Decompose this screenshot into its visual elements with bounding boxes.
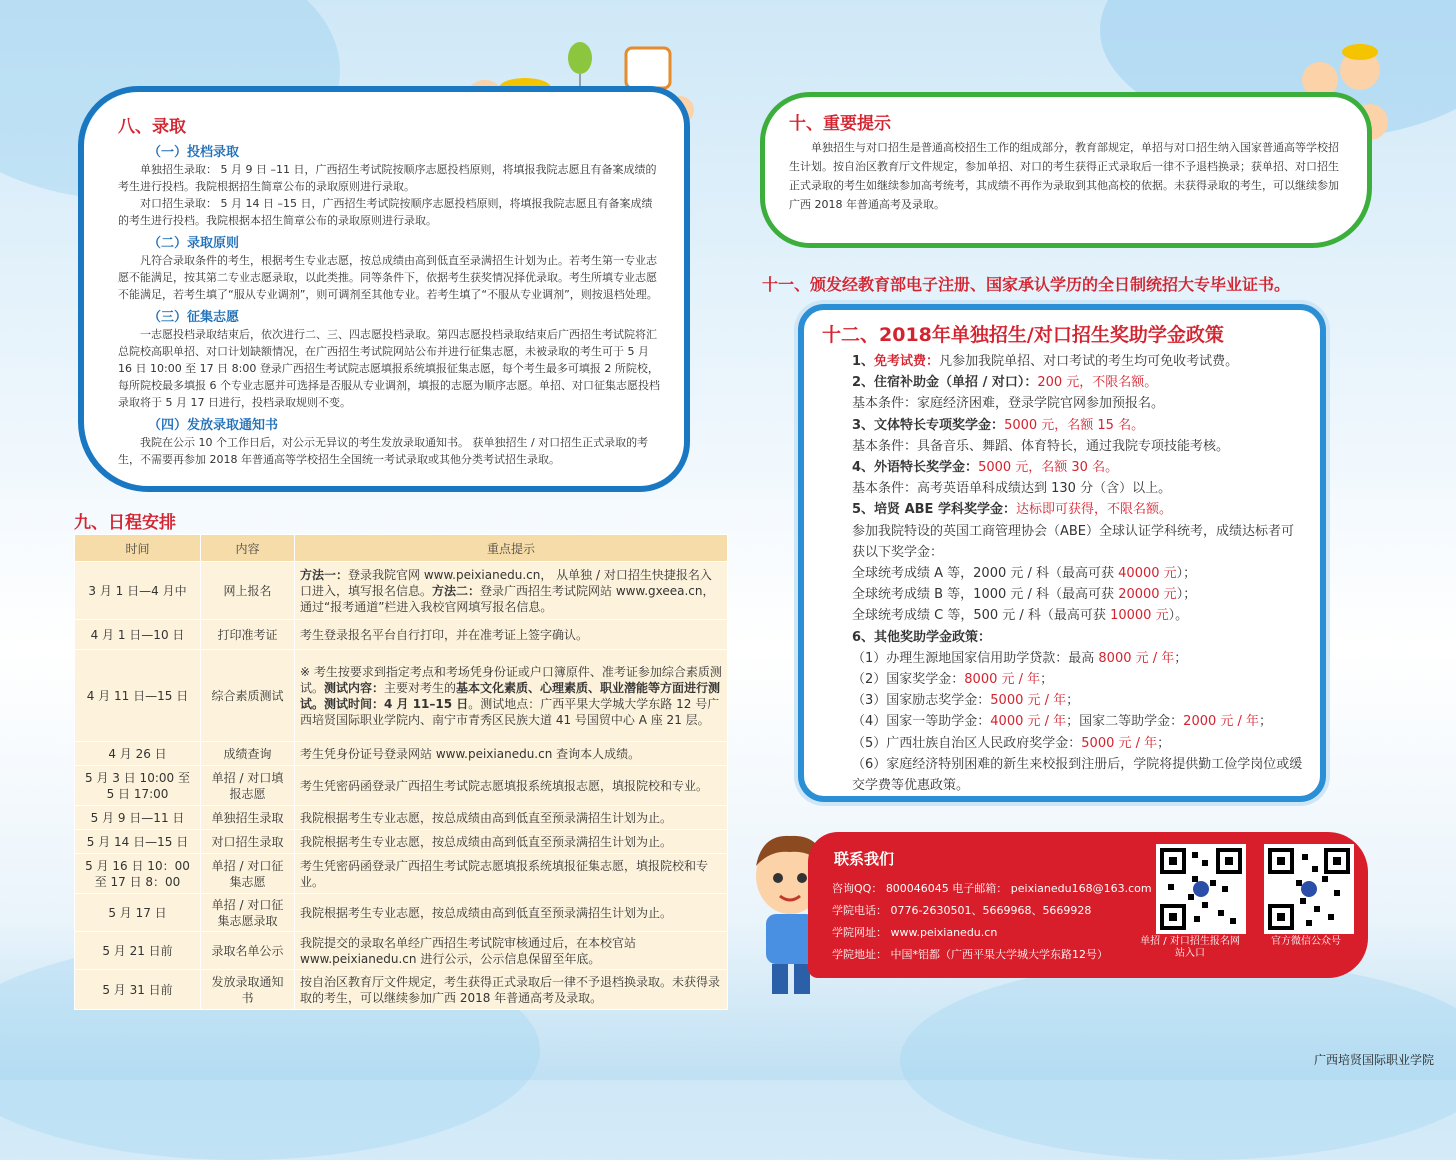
item-text: （2）国家奖学金： bbox=[852, 672, 965, 688]
item-text: ）； bbox=[1176, 587, 1197, 603]
policy-line bbox=[822, 690, 1304, 711]
item-text: （3）国家励志奖学金： bbox=[852, 693, 991, 709]
content-cell: 单独招生录取 bbox=[201, 806, 295, 830]
contact-title: 联系我们 bbox=[834, 850, 895, 868]
note-cell: 按自治区教育厅文件规定，考生获得正式录取后一律不予退档换录取。未获得录取的考生，可以继续参加广西 2018 年普通高考及录取。 bbox=[295, 970, 728, 1010]
note-cell: 考生登录报名平台自行打印，并在准考证上签字确认。 bbox=[295, 620, 728, 650]
qr-code-wechat[interactable] bbox=[1264, 844, 1354, 934]
table-row bbox=[75, 620, 728, 650]
item-text: （1）办理生源地国家信用助学贷款：最高 bbox=[852, 650, 1099, 666]
time-cell: 5 月 14 日—15 日 bbox=[75, 830, 201, 854]
amount-text: 5000 元 / 年 bbox=[990, 693, 1067, 709]
section-title: 十、重要提示 bbox=[789, 114, 891, 134]
content-cell: 录取名单公示 bbox=[201, 932, 295, 970]
subheading: （一）投档录取 bbox=[148, 145, 240, 160]
note-text: 登录我院官网 www.peixianedu.cn， 从单独 / 对口招生快捷报名入口进入，填写报名信息。 bbox=[300, 567, 712, 598]
bold-text: 基本文化素质、心理素质、职业潜能等方面进行测试。测试时间：4 月 11–15 日 bbox=[300, 680, 721, 711]
item-label: 培贤 ABE 学科奖学金： bbox=[874, 502, 1016, 518]
content-cell: 成绩查询 bbox=[201, 742, 295, 766]
column-header: 时间 bbox=[75, 535, 201, 562]
policy-line bbox=[822, 711, 1304, 732]
diploma-statement: 十一、颁发经教育部电子注册、国家承认学历的全日制统招大专毕业证书。 bbox=[762, 275, 1291, 294]
qr-code-registration[interactable] bbox=[1156, 844, 1246, 934]
policy-line: 基本条件：家庭经济困难，登录学院官网参加预报名。 bbox=[852, 396, 1165, 412]
item-text: ； bbox=[1259, 714, 1273, 730]
note-cell: 考生凭密码函登录广西招生考试院志愿填报系统填报征集志愿，填报院校和专业。 bbox=[295, 854, 728, 894]
content-cell: 综合素质测试 bbox=[201, 650, 295, 742]
bold-text: 测试内容： bbox=[324, 680, 385, 695]
policy-line: 基本条件：高考英语单科成绩达到 130 分（含）以上。 bbox=[852, 481, 1172, 497]
item-text: ）； bbox=[1176, 566, 1197, 582]
policy-line bbox=[822, 669, 1304, 690]
time-cell: 5 月 21 日前 bbox=[75, 932, 201, 970]
table-row bbox=[75, 562, 728, 620]
amount-text: 10000 元 bbox=[1110, 608, 1169, 624]
item-label: 其他奖助学金政策： bbox=[874, 629, 992, 645]
contact-phone: 学院电话： 0776-2630501、5669968、5669928 bbox=[832, 904, 1092, 917]
policy-line bbox=[822, 457, 1304, 478]
policy-line bbox=[822, 733, 1304, 754]
admission-section bbox=[78, 86, 690, 492]
footer-school-name: 广西培贤国际职业学院 bbox=[1313, 1053, 1434, 1067]
column-header: 内容 bbox=[201, 535, 295, 562]
paragraph: 一志愿投档录取结束后，依次进行二、三、四志愿投档录取。第四志愿投档录取结束后广西招生考试院将汇总院校高职单招、对口计划缺额情况，在广西招生考试院网站公布并进行征集志愿，未被录取的考生可于 5 月 16 日 10:00 至 17 日 8:00 登录广西招生考试院志愿填报系统填报征集志愿，每个考生最多可填报 2 所院校，每所院校最多填报 6 个专业志愿并可选择是否服从专业调剂，填报的志愿为顺序志愿。单招、对口征集志愿投档录取将于 5 月 17 日进行，投档录取规则不变。 bbox=[118, 328, 660, 409]
time-cell: 5 月 9 日—11 日 bbox=[75, 806, 201, 830]
policy-line bbox=[822, 563, 1304, 584]
note-cell bbox=[295, 562, 728, 620]
qr-caption: 官方微信公众号 bbox=[1271, 936, 1341, 947]
item-number: 5、 bbox=[852, 502, 875, 518]
item-text: ； bbox=[1040, 672, 1054, 688]
amount-text: 5000 元 / 年 bbox=[1081, 735, 1158, 751]
section-title: 十二、2018年单独招生/对口招生奖助学金政策 bbox=[822, 324, 1224, 346]
amount-text: 2000 元 / 年 bbox=[1183, 714, 1260, 730]
qr-code-icon bbox=[1266, 846, 1352, 932]
table-row bbox=[75, 766, 728, 806]
time-cell: 5 月 31 日前 bbox=[75, 970, 201, 1010]
content-cell: 发放录取通知书 bbox=[201, 970, 295, 1010]
policy-line bbox=[822, 351, 1304, 372]
paragraph: 对口招生录取： 5 月 14 日 –15 日，广西招生考试院按顺序志愿投档原则，将填报我院志愿且有备案成绩的考生进行投档。我院根据本招生简章公布的录取原则进行录取。 bbox=[118, 197, 653, 227]
note-cell: 我院根据考生专业志愿，按总成绩由高到低直至预录满招生计划为止。 bbox=[295, 830, 728, 854]
time-cell: 5 月 3 日 10:00 至 5 日 17:00 bbox=[75, 766, 201, 806]
note-cell: 考生凭身份证号登录网站 www.peixianedu.cn 查询本人成绩。 bbox=[295, 742, 728, 766]
note-text: 。测试地点：广西平果大学城大学东路 12 号广西培贤国际职业学院内、南宁市青秀区民族大道 41 号国贸中心 A 座 21 层。 bbox=[300, 696, 720, 727]
item-text: （4）国家一等助学金： bbox=[852, 714, 991, 730]
policy-line bbox=[822, 415, 1304, 436]
table-row bbox=[75, 742, 728, 766]
amount-text: 20000 元 bbox=[1118, 587, 1177, 603]
content-cell: 网上报名 bbox=[201, 562, 295, 620]
policy-line bbox=[822, 499, 1304, 520]
schedule-table bbox=[74, 534, 728, 1010]
amount-text: 8000 元 / 年 bbox=[964, 672, 1041, 688]
paragraph: 单独招生录取： 5 月 9 日 –11 日，广西招生考试院按顺序志愿投档原则，将填报我院志愿且有备案成绩的考生进行投档。我院根据招生简章公布的录取原则进行录取。 bbox=[118, 163, 657, 193]
policy-line bbox=[822, 372, 1304, 393]
time-cell: 5 月 16 日 10：00 至 17 日 8：00 bbox=[75, 854, 201, 894]
note-text: 主要对考生的 bbox=[384, 680, 457, 695]
content-cell: 单招 / 对口征集志愿录取 bbox=[201, 894, 295, 932]
amount-text: 5000 元，名额 30 名。 bbox=[978, 460, 1119, 476]
item-label: 外语特长奖学金： bbox=[874, 460, 979, 476]
item-text: 全球统考成绩 B 等，1000 元 / 科（最高可获 bbox=[852, 587, 1119, 603]
time-cell: 3 月 1 日—4 月中 bbox=[75, 562, 201, 620]
paragraph: 单独招生与对口招生是普通高校招生工作的组成部分，教育部规定，单招与对口招生纳入国家普通高等学校招生计划。按自治区教育厅文件规定，参加单招、对口的考生获得正式录取后一律不予退档换录；获单招、对口招生正式录取的考生如继续参加高考统考，其成绩不再作为录取到其他高校的依据。未获得录取的考生，可以继续参加广西 2018 年普通高考及录取。 bbox=[789, 141, 1339, 211]
item-text: 全球统考成绩 A 等，2000 元 / 科（最高可获 bbox=[852, 566, 1119, 582]
amount-text: 达标即可获得，不限名额。 bbox=[1015, 502, 1172, 518]
table-row bbox=[75, 830, 728, 854]
contact-panel bbox=[808, 832, 1368, 978]
table-row bbox=[75, 894, 728, 932]
contact-qq-email: 咨询QQ： 800046045 电子邮箱： peixianedu168@163.com bbox=[832, 882, 1152, 895]
amount-text: 4000 元 / 年 bbox=[990, 714, 1067, 730]
paragraph: 凡符合录取条件的考生，根据考生专业志愿，按总成绩由高到低直至录满招生计划为止。若考生第一专业志愿不能满足，按其第二专业志愿录取，以此类推。同等条件下，依据考生获奖情况择优录取。考生所填专业志愿不能满足，若考生填了“服从专业调剂”，则可调剂至其他专业。若考生填了“不服从专业调剂”，则按退档处理。 bbox=[118, 254, 658, 301]
item-number: 3、 bbox=[852, 417, 875, 433]
column-header: 重点提示 bbox=[295, 535, 728, 562]
note-cell: 我院提交的录取名单经广西招生考试院审核通过后，在本校官站 www.peixianedu.cn 进行公示，公示信息保留至年底。 bbox=[295, 932, 728, 970]
qr-code-icon bbox=[1158, 846, 1244, 932]
note-cell: 我院根据考生专业志愿，按总成绩由高到低直至预录满招生计划为止。 bbox=[295, 894, 728, 932]
content-cell: 对口招生录取 bbox=[201, 830, 295, 854]
note-cell: 我院根据考生专业志愿，按总成绩由高到低直至预录满招生计划为止。 bbox=[295, 806, 728, 830]
note-text: ※ 考生按要求到指定考点和考场凭身份证或户口簿原件、准考证参加综合素质测试。 bbox=[300, 664, 722, 695]
policy-line bbox=[822, 648, 1304, 669]
item-label: 文体特长专项奖学金： bbox=[874, 417, 1005, 433]
section-title: 八、录取 bbox=[118, 117, 186, 137]
amount-text: 40000 元 bbox=[1118, 566, 1177, 582]
table-header-row bbox=[75, 535, 728, 562]
table-row bbox=[75, 806, 728, 830]
time-cell: 4 月 26 日 bbox=[75, 742, 201, 766]
content-cell: 单招 / 对口填报志愿 bbox=[201, 766, 295, 806]
bold-text: 方法一： bbox=[300, 567, 349, 582]
note-cell: 考生凭密码函登录广西招生考试院志愿填报系统填报志愿，填报院校和专业。 bbox=[295, 766, 728, 806]
important-notice-section bbox=[760, 92, 1372, 248]
bold-text: 方法二： bbox=[432, 583, 481, 598]
policy-line bbox=[822, 627, 1304, 648]
item-text: 凡参加我院单招、对口考试的考生均可免收考试费。 bbox=[939, 354, 1239, 369]
item-text: ； bbox=[1174, 650, 1188, 666]
subheading: （四）发放录取通知书 bbox=[148, 418, 279, 433]
subheading: （二）录取原则 bbox=[148, 236, 240, 251]
time-cell: 5 月 17 日 bbox=[75, 894, 201, 932]
table-row bbox=[75, 854, 728, 894]
schedule-title: 九、日程安排 bbox=[74, 513, 176, 533]
policy-line: 基本条件：具备音乐、舞蹈、体育特长，通过我院专项技能考核。 bbox=[852, 438, 1230, 454]
amount-text: 5000 元，名额 15 名。 bbox=[1004, 417, 1145, 433]
item-number: 6、 bbox=[852, 629, 875, 645]
item-number: 4、 bbox=[852, 460, 875, 476]
item-text: ）。 bbox=[1168, 608, 1189, 624]
paragraph: 我院在公示 10 个工作日后，对公示无异议的考生发放录取通知书。 获单独招生 / 对口招生正式录取的考生，不需要再参加 2018 年普通高等学校招生全国统一考试录取或其他分类考试招生录取。 bbox=[118, 436, 649, 466]
content-cell: 打印准考证 bbox=[201, 620, 295, 650]
policy-line: 参加我院特设的英国工商管理协会（ABE）全球认证学科统考，成绩达标者可获以下奖学金： bbox=[852, 523, 1295, 560]
time-cell: 4 月 11 日—15 日 bbox=[75, 650, 201, 742]
item-text: ； bbox=[1157, 735, 1171, 751]
policy-line bbox=[822, 584, 1304, 605]
item-label: 免考试费： bbox=[874, 354, 940, 369]
amount-text: 8000 元 / 年 bbox=[1098, 650, 1175, 666]
item-text: 全球统考成绩 C 等，500 元 / 科（最高可获 bbox=[852, 608, 1111, 624]
item-number: 2、 bbox=[852, 375, 875, 391]
qr-caption: 单招 / 对口招生报名网站入口 bbox=[1140, 936, 1240, 959]
note-cell bbox=[295, 650, 728, 742]
table-row bbox=[75, 650, 728, 742]
item-text: ；国家二等助学金： bbox=[1066, 714, 1184, 730]
item-number: 1、 bbox=[852, 354, 875, 369]
subheading: （三）征集志愿 bbox=[148, 310, 240, 325]
item-text: ； bbox=[1066, 693, 1080, 709]
scholarship-section bbox=[798, 304, 1326, 802]
time-cell: 4 月 1 日—10 日 bbox=[75, 620, 201, 650]
policy-line: （6）家庭经济特别困难的新生来校报到注册后，学院将提供勤工俭学岗位或缓交学费等优惠政策。 bbox=[852, 756, 1303, 794]
contact-address: 学院地址： 中国*铝都（广西平果大学城大学东路12号） bbox=[832, 948, 1108, 961]
contact-website: 学院网址： www.peixianedu.cn bbox=[832, 926, 998, 939]
table-row bbox=[75, 970, 728, 1010]
item-label: 住宿补助金（单招 / 对口）： bbox=[874, 375, 1038, 391]
item-text: （5）广西壮族自治区人民政府奖学金： bbox=[852, 735, 1082, 751]
content-cell: 单招 / 对口征集志愿 bbox=[201, 854, 295, 894]
amount-text: 200 元，不限名额。 bbox=[1037, 375, 1158, 391]
table-row bbox=[75, 932, 728, 970]
policy-line bbox=[822, 605, 1304, 626]
note-text: 登录广西招生考试院网站 www.gxeea.cn，通过“报考通道”栏进入我校官网填写报名信息。 bbox=[300, 583, 715, 614]
